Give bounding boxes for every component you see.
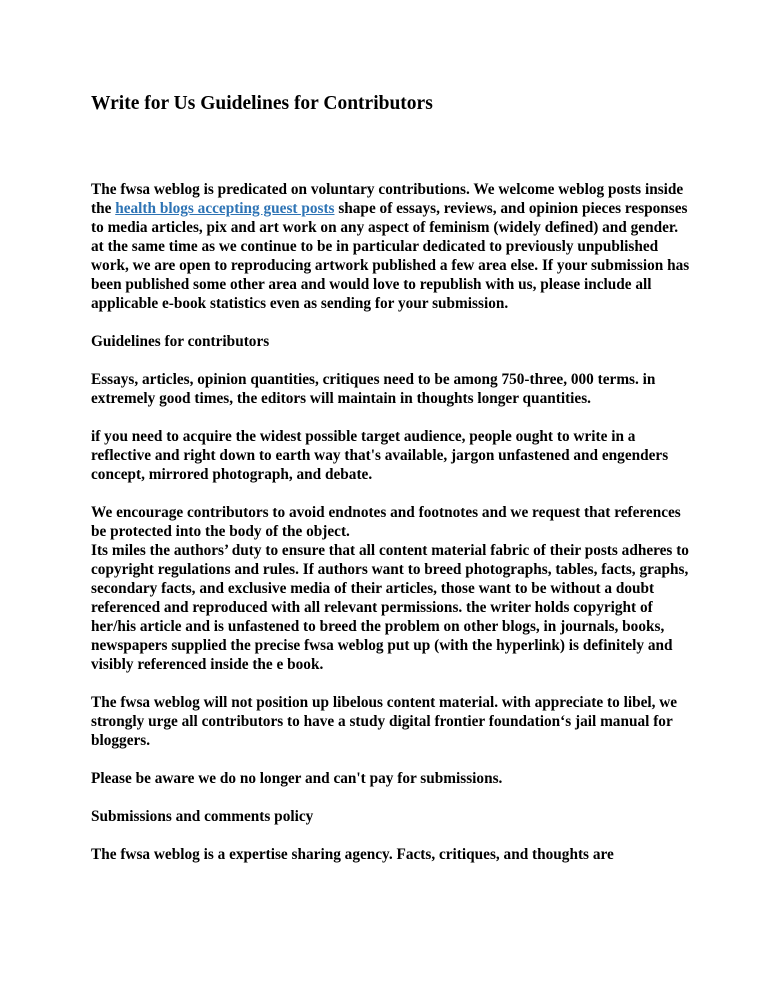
copyright-paragraph: Its miles the authors’ duty to ensure that all content material fabric of their posts adheres to copyright regulations and rules. If authors want to breed photographs, tables, facts, graphs, secondary facts, and exclusive media of their articles, those want to be without a doubt referenced and reproduced with all relevant permissions. the writer holds copyright of her/his article and is unfastened to breed the problem on other blogs, in journals, books, newspapers supplied the precise fwsa weblog put up (with the hyperlink) is definitely and visibly referenced inside the e book.: [91, 542, 689, 673]
payment-paragraph: Please be aware we do no longer and can't pay for submissions.: [91, 770, 503, 787]
audience-paragraph: if you need to acquire the widest possible target audience, people ought to write in a reflective and right down to earth way that's available, jargon unfastened and engenders concept, mirrored photograph, and debate.: [91, 428, 669, 483]
intro-text-before-link: The fwsa weblog is predicated on voluntary contributions. We welcome weblog posts inside the: [91, 181, 684, 217]
health-blogs-link[interactable]: health blogs accepting guest posts: [115, 200, 335, 217]
agency-paragraph: The fwsa weblog is a expertise sharing agency. Facts, critiques, and thoughts are: [91, 846, 614, 863]
intro-paragraph: [91, 180, 691, 313]
libel-paragraph: The fwsa weblog will not position up libelous content material. with appreciate to libel, we strongly urge all contributors to have a study digital frontier foundation‘s jail manual for bloggers.: [91, 694, 678, 749]
length-paragraph: Essays, articles, opinion quantities, critiques need to be among 750-three, 000 terms. in extremely good times, the editors will maintain in thoughts longer quantities.: [91, 371, 656, 407]
endnotes-paragraph: We encourage contributors to avoid endnotes and footnotes and we request that references be protected into the body of the object.: [91, 504, 681, 540]
document-body: [91, 180, 691, 883]
page-title: Write for Us Guidelines for Contributors: [91, 93, 433, 114]
submissions-heading: Submissions and comments policy: [91, 808, 314, 825]
intro-text-after-link: shape of essays, reviews, and opinion pieces responses to media articles, pix and art work on any aspect of feminism (widely defined) and gender. at the same time as we continue to be in particular dedicated to previously unpublished work, we are open to reproducing artwork published a few area else. If your submission has been published some other area and would love to republish with us, please include all applicable e-book statistics even as sending for your submission.: [91, 200, 690, 312]
guidelines-heading: Guidelines for contributors: [91, 333, 270, 350]
